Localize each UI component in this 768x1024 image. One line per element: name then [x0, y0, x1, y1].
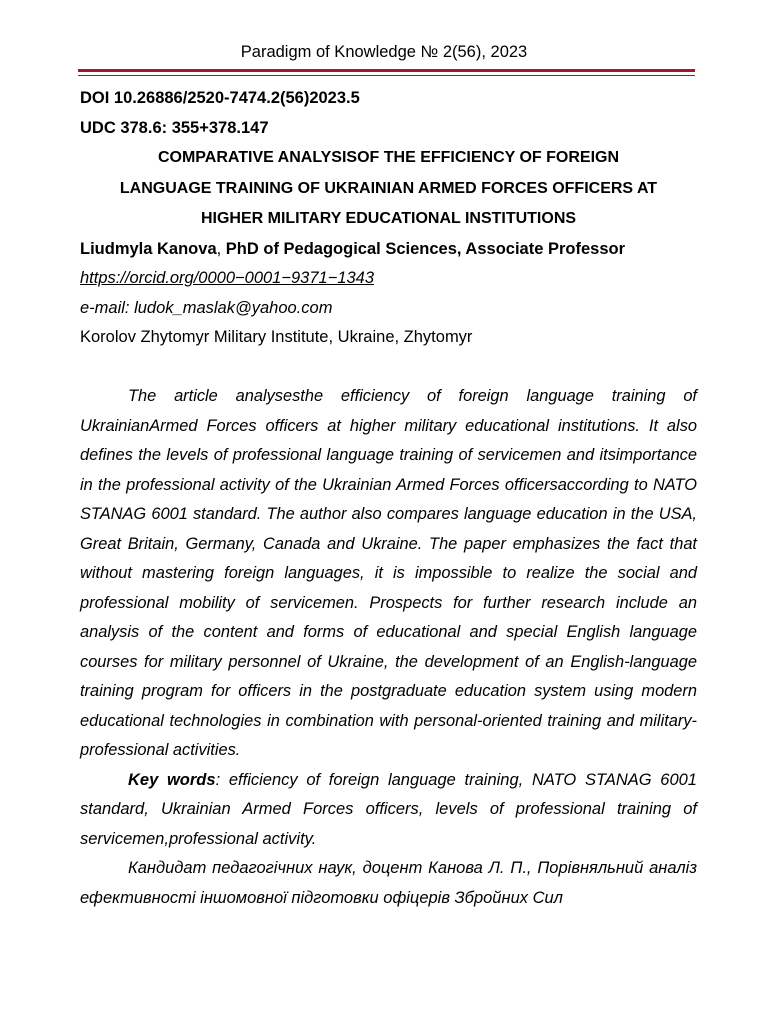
- header-rule-thin: [78, 75, 695, 76]
- orcid-line: [80, 264, 697, 294]
- orcid-link[interactable]: https://orcid.org/0000−0001−9371−1343: [80, 269, 375, 287]
- author-credentials: PhD of Pedagogical Sciences, Associate Professor: [225, 239, 625, 258]
- keywords-paragraph: [80, 766, 697, 855]
- ukrainian-abstract-start: Кандидат педагогічних наук, доцент Канова Л. П., Порівняльний аналіз ефективності іншомовної підготовки офіцерів Збройних Сил: [80, 859, 697, 907]
- title-line-2: LANGUAGE TRAINING OF UKRAINIAN ARMED FORCES OFFICERS AT: [119, 179, 658, 197]
- keywords-label: Key words: [128, 770, 216, 789]
- doi: DOI 10.26886/2520-7474.2(56)2023.5: [80, 89, 360, 107]
- title-line-3: HIGHER MILITARY EDUCATIONAL INSTITUTIONS: [200, 210, 577, 227]
- udc: UDC 378.6: 355+378.147: [80, 118, 269, 137]
- keywords-text: : efficiency of foreign language training, NATO STANAG 6001 standard, Ukrainian Armed Forces officers, levels of professional training of servicemen,professional activity.: [80, 770, 697, 848]
- journal-header: Paradigm of Knowledge № 2(56), 2023: [240, 43, 528, 61]
- abstract-paragraph: The article analysesthe efficiency of foreign language training of UkrainianArmed Forces officers at higher military educational institutions. It also defines the levels of professional language training of servicemen and itsimportance in the professional activity of the Ukrainian Armed Forces officersaccording to NATO STANAG 6001 standard. The author also compares language education in the USA, Great Britain, Germany, Canada and Ukraine. The paper emphasizes the fact that without mastering foreign languages, it is impossible to realize the social and professional mobility of servicemen. Prospects for further research include an analysis of the content and forms of educational and special English language courses for military personnel of Ukraine, the development of an English-language training program for officers in the postgraduate education system using modern educational technologies in combination with personal-oriented training and military-professional activities.: [80, 387, 697, 759]
- author-email: e-mail: ludok_maslak@yahoo.com: [80, 298, 333, 317]
- header-rule-thick: [78, 69, 695, 72]
- author-affiliation: Korolov Zhytomyr Military Institute, Ukraine, Zhytomyr: [80, 328, 473, 346]
- title-line-1: COMPARATIVE ANALYSISOF THE EFFICIENCY OF FOREIGN: [157, 149, 620, 166]
- article-title: [80, 143, 697, 235]
- article-body: [80, 84, 697, 913]
- section-spacer: [80, 353, 697, 383]
- author-name: Liudmyla Kanova: [80, 239, 217, 258]
- author-line: [80, 235, 697, 265]
- author-separator: ,: [216, 239, 226, 258]
